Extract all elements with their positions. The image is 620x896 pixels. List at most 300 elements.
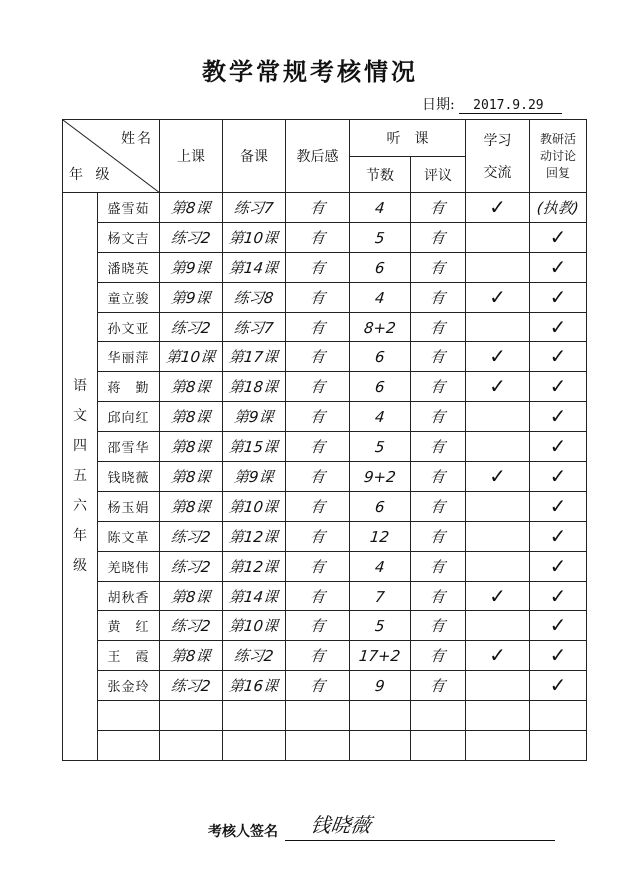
reflection-value: 有: [308, 438, 326, 457]
prep-cell: [223, 193, 286, 223]
study-cell: [466, 312, 530, 342]
comment-value: 有: [429, 587, 447, 606]
sessions-cell: [350, 402, 411, 432]
research-cell: [530, 581, 587, 611]
header-research-line2: 动讨论: [539, 148, 576, 163]
sessions-cell: [350, 641, 411, 671]
name-cell: [98, 402, 160, 432]
lecture-value: 第8课: [170, 647, 212, 666]
prep-cell: [223, 432, 286, 462]
comment-value: 有: [429, 438, 447, 457]
table-row: [63, 701, 587, 731]
sessions-value: 6: [374, 258, 386, 277]
sessions-value: 9: [374, 677, 386, 696]
research-value: ✓: [549, 583, 567, 608]
reflection-value: 有: [308, 677, 326, 696]
study-value: ✓: [489, 643, 506, 668]
research-value: ✓: [549, 254, 567, 279]
comment-value: 有: [429, 378, 447, 397]
study-cell: [466, 462, 530, 492]
lecture-cell: [160, 581, 223, 611]
study-value: ✓: [489, 194, 506, 219]
lecture-value: 第9课: [170, 258, 212, 277]
header-lecture: 上课: [160, 120, 223, 193]
research-value: ✓: [549, 284, 567, 309]
sessions-value: 4: [374, 288, 386, 307]
name-value: 钱晓薇: [107, 470, 150, 486]
table-row: [63, 282, 587, 312]
sessions-cell: [350, 462, 411, 492]
research-value: ✓: [549, 673, 567, 698]
research-cell: [530, 551, 587, 581]
study-cell: [466, 491, 530, 521]
lecture-value: 第8课: [170, 587, 212, 606]
lecture-value: 练习2: [170, 617, 212, 636]
name-cell: [98, 342, 160, 372]
prep-cell: [223, 551, 286, 581]
research-value: ✓: [549, 463, 567, 488]
sessions-value: 17+2: [358, 647, 402, 666]
sessions-value: 6: [374, 348, 386, 367]
signature-line: [285, 813, 555, 841]
lecture-value: 练习2: [170, 677, 212, 696]
sessions-cell: [350, 432, 411, 462]
name-value: 盛雪茹: [107, 201, 150, 217]
table-row: [63, 641, 587, 671]
research-value: ✓: [549, 344, 567, 369]
comment-cell: [411, 491, 466, 521]
sessions-value: 4: [374, 408, 386, 427]
table-row: [63, 222, 587, 252]
comment-value: 有: [429, 677, 447, 696]
lecture-value: 第8课: [170, 497, 212, 516]
prep-value: 第10课: [228, 228, 280, 247]
research-cell: [530, 521, 587, 551]
prep-cell: [223, 342, 286, 372]
sessions-cell: [350, 372, 411, 402]
prep-value: 第9课: [233, 467, 275, 486]
research-value: ✓: [549, 404, 567, 429]
name-value: 杨文吉: [107, 231, 150, 247]
header-listen: 听 课: [350, 120, 466, 157]
lecture-value: 练习2: [170, 557, 212, 576]
study-cell: [466, 701, 530, 731]
date-value: 2017.9.29: [459, 98, 561, 114]
reflection-cell: [286, 671, 350, 701]
comment-cell: [411, 342, 466, 372]
lecture-value: 练习2: [170, 318, 212, 337]
prep-cell: [223, 491, 286, 521]
reflection-value: 有: [308, 318, 326, 337]
name-cell: [98, 641, 160, 671]
reflection-value: 有: [308, 617, 326, 636]
header-sessions: 节数: [350, 157, 411, 193]
comment-value: 有: [429, 228, 447, 247]
sessions-cell: [350, 671, 411, 701]
name-cell: [98, 671, 160, 701]
comment-cell: [411, 222, 466, 252]
lecture-cell: [160, 252, 223, 282]
comment-cell: [411, 611, 466, 641]
name-value: 邵雪华: [107, 441, 150, 457]
prep-value: 第9课: [233, 408, 275, 427]
sessions-value: 5: [374, 438, 386, 457]
reflection-value: 有: [308, 497, 326, 516]
study-cell: [466, 581, 530, 611]
prep-cell: [223, 402, 286, 432]
comment-value: 有: [429, 258, 447, 277]
research-cell: [530, 641, 587, 671]
lecture-value: 练习2: [170, 527, 212, 546]
header-comment: 评议: [411, 157, 466, 193]
study-cell: [466, 372, 530, 402]
group-label-cell: [63, 193, 98, 761]
study-cell: [466, 252, 530, 282]
study-cell: [466, 731, 530, 761]
research-cell: [530, 462, 587, 492]
lecture-cell: [160, 611, 223, 641]
reflection-value: 有: [308, 408, 326, 427]
prep-cell: [223, 462, 286, 492]
comment-value: 有: [429, 617, 447, 636]
lecture-cell: [160, 701, 223, 731]
sessions-cell: [350, 491, 411, 521]
sessions-cell: [350, 222, 411, 252]
reflection-cell: [286, 282, 350, 312]
sessions-cell: [350, 342, 411, 372]
research-value: ✓: [549, 314, 567, 339]
lecture-value: 第8课: [170, 408, 212, 427]
name-cell: [98, 731, 160, 761]
study-value: ✓: [489, 284, 506, 309]
study-cell: [466, 641, 530, 671]
date-row: [422, 94, 562, 114]
prep-value: 第18课: [228, 378, 280, 397]
research-cell: [530, 671, 587, 701]
research-cell: [530, 222, 587, 252]
reflection-cell: [286, 701, 350, 731]
study-cell: [466, 432, 530, 462]
lecture-cell: [160, 671, 223, 701]
lecture-cell: [160, 731, 223, 761]
table-row: [63, 731, 587, 761]
table-row: [63, 521, 587, 551]
reflection-cell: [286, 193, 350, 223]
sessions-cell: [350, 282, 411, 312]
study-value: ✓: [489, 583, 506, 608]
sessions-value: 7: [374, 587, 386, 606]
sessions-cell: [350, 312, 411, 342]
comment-value: 有: [429, 198, 447, 217]
name-value: 陈文革: [107, 530, 150, 546]
prep-cell: [223, 641, 286, 671]
table-row: [63, 372, 587, 402]
study-cell: [466, 611, 530, 641]
prep-cell: [223, 521, 286, 551]
research-cell: [530, 342, 587, 372]
sessions-value: 6: [374, 378, 386, 397]
comment-cell: [411, 731, 466, 761]
sessions-cell: [350, 731, 411, 761]
research-cell: [530, 731, 587, 761]
reflection-cell: [286, 312, 350, 342]
name-value: 蒋 勤: [107, 381, 150, 397]
name-value: 杨玉娟: [107, 500, 150, 516]
name-value: 胡秋香: [107, 590, 150, 606]
reflection-value: 有: [308, 527, 326, 546]
sessions-value: 6: [374, 497, 386, 516]
name-cell: [98, 551, 160, 581]
lecture-value: 第9课: [170, 288, 212, 307]
comment-cell: [411, 193, 466, 223]
study-cell: [466, 282, 530, 312]
table-row: [63, 342, 587, 372]
table-row: [63, 611, 587, 641]
comment-cell: [411, 551, 466, 581]
research-cell: [530, 402, 587, 432]
prep-cell: [223, 252, 286, 282]
header-study-line2: 交流: [483, 165, 512, 181]
page-title: 教学常规考核情况: [202, 57, 418, 86]
name-cell: [98, 312, 160, 342]
sessions-cell: [350, 252, 411, 282]
comment-cell: [411, 282, 466, 312]
name-cell: [98, 222, 160, 252]
assessment-table: [62, 119, 587, 761]
reflection-cell: [286, 551, 350, 581]
sessions-cell: [350, 521, 411, 551]
lecture-cell: [160, 222, 223, 252]
comment-value: 有: [429, 647, 447, 666]
header-research-line1: 教研活: [539, 131, 576, 146]
prep-value: 练习2: [233, 647, 275, 666]
reflection-cell: [286, 432, 350, 462]
group-label: 语文四五六年级: [73, 378, 87, 575]
comment-value: 有: [429, 348, 447, 367]
reflection-cell: [286, 342, 350, 372]
header-reflection: 教后感: [286, 120, 350, 193]
signer-signature: 钱晓薇: [308, 813, 373, 837]
research-cell: [530, 252, 587, 282]
lecture-cell: [160, 312, 223, 342]
comment-cell: [411, 521, 466, 551]
research-cell: [530, 312, 587, 342]
study-cell: [466, 671, 530, 701]
name-cell: [98, 701, 160, 731]
lecture-cell: [160, 372, 223, 402]
research-cell: [530, 432, 587, 462]
reflection-value: 有: [308, 557, 326, 576]
name-value: 潘晓英: [107, 261, 150, 277]
comment-cell: [411, 462, 466, 492]
reflection-cell: [286, 581, 350, 611]
reflection-value: 有: [308, 587, 326, 606]
comment-value: 有: [429, 318, 447, 337]
name-cell: [98, 252, 160, 282]
name-cell: [98, 193, 160, 223]
header-research-line3: 回复: [545, 165, 570, 180]
lecture-cell: [160, 641, 223, 671]
research-value: ✓: [549, 374, 567, 399]
name-cell: [98, 581, 160, 611]
research-cell: [530, 372, 587, 402]
name-cell: [98, 372, 160, 402]
lecture-value: 第8课: [170, 198, 212, 217]
research-cell: [530, 701, 587, 731]
study-value: ✓: [489, 463, 506, 488]
prep-cell: [223, 581, 286, 611]
study-cell: [466, 222, 530, 252]
reflection-value: 有: [308, 288, 326, 307]
comment-cell: [411, 671, 466, 701]
prep-cell: [223, 312, 286, 342]
reflection-value: 有: [308, 258, 326, 277]
name-value: 王 霞: [107, 650, 150, 666]
prep-value: 第12课: [228, 527, 280, 546]
reflection-value: 有: [308, 378, 326, 397]
prep-value: 第10课: [228, 617, 280, 636]
name-cell: [98, 432, 160, 462]
research-value: ✓: [549, 523, 567, 548]
prep-value: 第10课: [228, 497, 280, 516]
comment-value: 有: [429, 557, 447, 576]
study-value: ✓: [489, 374, 506, 399]
lecture-cell: [160, 521, 223, 551]
reflection-cell: [286, 372, 350, 402]
prep-cell: [223, 222, 286, 252]
research-cell: [530, 282, 587, 312]
study-cell: [466, 402, 530, 432]
lecture-value: 第8课: [170, 378, 212, 397]
name-value: 羌晓伟: [107, 560, 150, 576]
header-study: [466, 120, 530, 193]
reflection-value: 有: [308, 348, 326, 367]
sessions-value: 8+2: [363, 318, 397, 337]
reflection-cell: [286, 521, 350, 551]
prep-value: 练习8: [233, 288, 275, 307]
comment-cell: [411, 641, 466, 671]
comment-value: 有: [429, 288, 447, 307]
table-row: [63, 581, 587, 611]
comment-value: 有: [429, 497, 447, 516]
table-row: [63, 252, 587, 282]
reflection-value: 有: [308, 467, 326, 486]
lecture-cell: [160, 193, 223, 223]
reflection-cell: [286, 402, 350, 432]
table-row: [63, 402, 587, 432]
table-row: [63, 432, 587, 462]
name-cell: [98, 611, 160, 641]
reflection-cell: [286, 731, 350, 761]
sessions-value: 4: [374, 557, 386, 576]
comment-cell: [411, 312, 466, 342]
lecture-cell: [160, 491, 223, 521]
sessions-cell: [350, 701, 411, 731]
comment-value: 有: [429, 408, 447, 427]
reflection-cell: [286, 491, 350, 521]
lecture-value: 第8课: [170, 438, 212, 457]
study-cell: [466, 193, 530, 223]
lecture-cell: [160, 402, 223, 432]
name-cell: [98, 491, 160, 521]
prep-cell: [223, 671, 286, 701]
sessions-value: 12: [369, 527, 391, 546]
sessions-value: 5: [374, 228, 386, 247]
research-value: ✓: [549, 493, 567, 518]
prep-cell: [223, 282, 286, 312]
sessions-cell: [350, 193, 411, 223]
research-value: ✓: [549, 224, 567, 249]
header-research: [530, 120, 587, 193]
lecture-value: 第8课: [170, 467, 212, 486]
study-value: ✓: [489, 344, 506, 369]
prep-cell: [223, 731, 286, 761]
table-row: [63, 491, 587, 521]
name-cell: [98, 521, 160, 551]
sessions-value: 4: [374, 198, 386, 217]
research-value: ✓: [549, 643, 567, 668]
prep-value: 第12课: [228, 557, 280, 576]
lecture-cell: [160, 282, 223, 312]
name-value: 孙文亚: [107, 321, 150, 337]
name-value: 邱向红: [107, 411, 150, 427]
prep-value: 第14课: [228, 587, 280, 606]
reflection-value: 有: [308, 228, 326, 247]
research-value: ✓: [549, 553, 567, 578]
study-cell: [466, 521, 530, 551]
research-cell: [530, 491, 587, 521]
study-cell: [466, 551, 530, 581]
comment-cell: [411, 432, 466, 462]
date-label: 日期:: [422, 97, 455, 113]
table-row: [63, 671, 587, 701]
reflection-cell: [286, 641, 350, 671]
sessions-value: 9+2: [363, 467, 397, 486]
prep-cell: [223, 372, 286, 402]
lecture-cell: [160, 432, 223, 462]
comment-cell: [411, 701, 466, 731]
header-prep: 备课: [223, 120, 286, 193]
reflection-value: 有: [308, 198, 326, 217]
comment-value: 有: [429, 527, 447, 546]
research-cell: [530, 611, 587, 641]
name-cell: [98, 282, 160, 312]
reflection-cell: [286, 252, 350, 282]
comment-cell: [411, 581, 466, 611]
research-value: (执教): [536, 198, 580, 217]
name-value: 张金玲: [107, 680, 150, 696]
lecture-cell: [160, 551, 223, 581]
name-value: 华丽萍: [107, 351, 150, 367]
comment-value: 有: [429, 467, 447, 486]
table-row: [63, 193, 587, 223]
prep-cell: [223, 701, 286, 731]
header-name: 姓名: [121, 131, 153, 147]
sessions-cell: [350, 611, 411, 641]
table-row: [63, 551, 587, 581]
header-grade: 年 级: [69, 167, 114, 183]
comment-cell: [411, 252, 466, 282]
research-value: ✓: [549, 434, 567, 459]
name-value: 黄 红: [107, 620, 150, 636]
prep-value: 第17课: [228, 348, 280, 367]
reflection-value: 有: [308, 647, 326, 666]
lecture-value: 第10课: [165, 348, 217, 367]
header-study-line1: 学习: [483, 133, 512, 149]
table-row: [63, 462, 587, 492]
prep-value: 练习7: [233, 318, 275, 337]
reflection-cell: [286, 222, 350, 252]
